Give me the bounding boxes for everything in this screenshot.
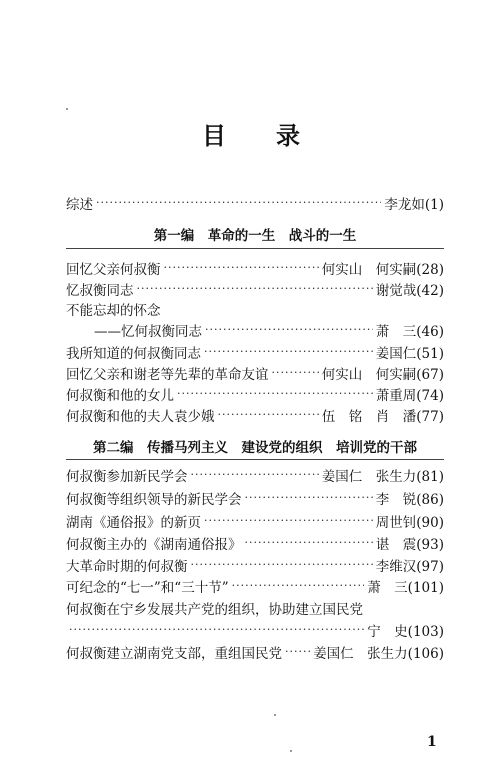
leader-dots xyxy=(232,579,365,592)
entry-author-page: 姜国仁 张生力(106) xyxy=(313,646,444,662)
toc-entry xyxy=(94,320,444,340)
scan-speck xyxy=(290,750,292,752)
leader-dots xyxy=(96,196,381,209)
entry-title: 何叔衡建立湖南党支部，重组国民党 xyxy=(66,646,282,662)
leader-dots xyxy=(204,514,373,527)
toc-entry xyxy=(66,576,444,596)
entry-title: 可纪念的“七一”和“三十节” xyxy=(66,580,229,596)
toc-entry xyxy=(66,299,444,319)
leader-dots xyxy=(205,323,373,336)
entry-author-page: 萧 三(101) xyxy=(367,580,444,596)
leader-dots xyxy=(164,261,319,274)
title-char-2: 录 xyxy=(276,121,302,150)
entry-title: 何叔衡在宁乡发展共产党的组织，协助建立国民党 xyxy=(66,602,363,618)
entry-title: 回忆父亲和谢老等先辈的革命友谊 xyxy=(66,367,269,383)
entry-title: 回忆父亲何叔衡 xyxy=(66,262,161,278)
leader-dots xyxy=(69,623,364,636)
toc-entry xyxy=(66,193,444,213)
leader-dots xyxy=(285,645,310,658)
entry-title: 大革命时期的何叔衡 xyxy=(66,559,188,575)
leader-dots xyxy=(204,345,373,358)
entry-title: 湖南《通俗报》的新页 xyxy=(66,515,201,531)
leader-dots xyxy=(191,558,373,571)
toc-entry xyxy=(66,258,444,278)
entry-title: 何叔衡等组织领导的新民学会 xyxy=(66,492,242,508)
page-number: 1 xyxy=(427,734,437,750)
toc-entry xyxy=(66,598,444,618)
scan-speck xyxy=(274,714,276,716)
entry-title: ——忆何叔衡同志 xyxy=(94,324,202,340)
page-title xyxy=(0,116,504,151)
toc-entry xyxy=(66,384,444,404)
entry-author-page: 何实山 何实嗣(28) xyxy=(321,262,444,278)
entry-title: 何叔衡主办的《湖南通俗报》 xyxy=(66,537,242,553)
entry-title: 不能忘却的怀念 xyxy=(66,303,161,319)
entry-author-page: 谌 震(93) xyxy=(375,537,444,553)
toc-entry xyxy=(66,405,444,425)
leader-dots xyxy=(272,366,319,379)
leader-dots xyxy=(177,387,373,400)
leader-dots xyxy=(245,536,373,549)
entry-author-page: 李维汉(97) xyxy=(375,559,444,575)
toc-entry xyxy=(66,642,444,662)
entry-author-page: 李 锐(86) xyxy=(375,492,444,508)
section-divider xyxy=(66,248,444,249)
section-heading-1: 第一编 革命的一生 战斗的一生 xyxy=(153,228,357,244)
scan-speck xyxy=(66,108,68,110)
entry-author-page: 姜国仁 张生力(81) xyxy=(321,469,444,485)
entry-title: 综述 xyxy=(66,197,93,213)
entry-author-page: 姜国仁(51) xyxy=(375,346,444,362)
leader-dots xyxy=(191,468,319,481)
toc-entry xyxy=(66,533,444,553)
section-heading-2: 第二编 传播马列主义 建设党的组织 培训党的干部 xyxy=(93,440,417,456)
leader-dots xyxy=(245,491,373,504)
entry-author-page: 何实山 何实嗣(67) xyxy=(321,367,444,383)
leader-dots xyxy=(137,282,373,295)
entry-author-page: 宁 史(103) xyxy=(367,624,444,640)
section-divider xyxy=(66,459,444,460)
entry-title: 何叔衡参加新民学会 xyxy=(66,469,188,485)
toc-entry xyxy=(66,511,444,531)
entry-title: 何叔衡和他的夫人袁少娥 xyxy=(66,409,215,425)
toc-entry xyxy=(66,555,444,575)
entry-title: 何叔衡和他的女儿 xyxy=(66,388,174,404)
title-char-1: 目 xyxy=(202,121,228,150)
toc-entry xyxy=(66,488,444,508)
toc-entry xyxy=(66,363,444,383)
entry-title: 忆叔衡同志 xyxy=(66,283,134,299)
leader-dots xyxy=(218,408,319,421)
entry-author-page: 萧重周(74) xyxy=(375,388,444,404)
toc-entry xyxy=(66,279,444,299)
entry-author-page: 李龙如(1) xyxy=(384,197,444,213)
entry-author-page: 谢觉哉(42) xyxy=(375,283,444,299)
toc-entry xyxy=(66,465,444,485)
entry-author-page: 萧 三(46) xyxy=(375,324,444,340)
toc-entry-continuation xyxy=(66,620,444,640)
toc-entry xyxy=(66,342,444,362)
entry-title: 我所知道的何叔衡同志 xyxy=(66,346,201,362)
entry-author-page: 伍 铭 肖 潘(77) xyxy=(321,409,444,425)
entry-author-page: 周世钊(90) xyxy=(375,515,444,531)
